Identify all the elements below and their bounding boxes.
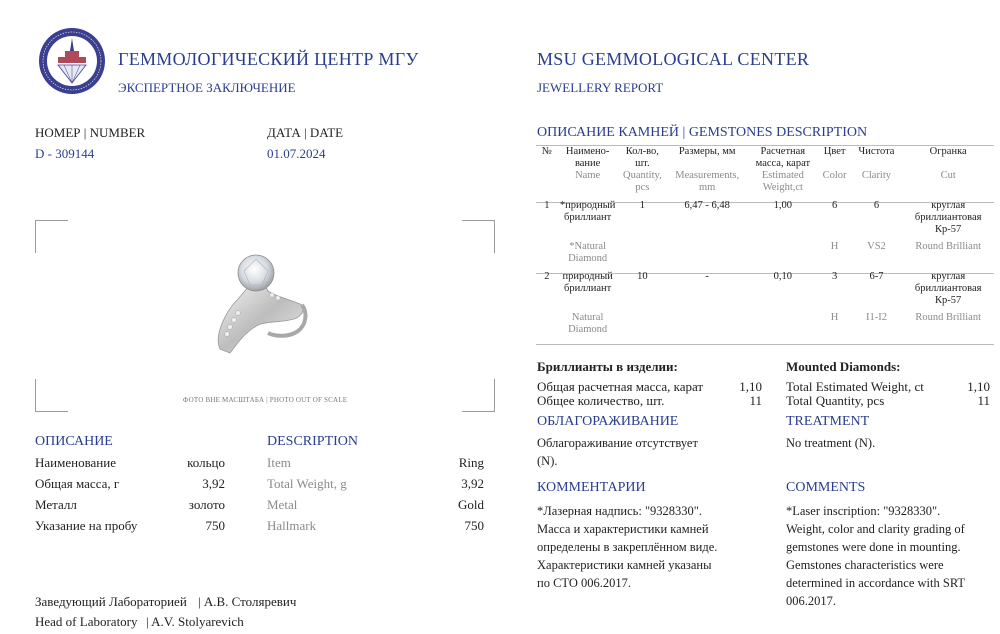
col-header: №: [541, 146, 552, 157]
comments-en-heading: COMMENTS: [786, 480, 866, 495]
gemstones-heading: ОПИСАНИЕ КАМНЕЙ | GEMSTONES DESCRIPTION: [537, 125, 868, 140]
table-cell: 0,10: [773, 271, 793, 282]
treatment-ru-text: Облагораживание отсутствует: [537, 436, 698, 450]
table-cell: *Natural Diamond: [568, 241, 608, 264]
table-cell: H: [830, 241, 839, 252]
table-cell: 1: [639, 200, 645, 211]
table-cell: [667, 307, 747, 338]
desc-ru-label: Указание на пробу: [35, 518, 138, 533]
table-header-ru: [536, 146, 994, 170]
desc-ru-value: кольцо: [187, 455, 225, 470]
signature-role-ru: Заведующий Лабораторией: [35, 594, 187, 609]
table-cell: H: [830, 312, 839, 323]
msu-logo: [38, 27, 106, 95]
table-cell: [747, 236, 819, 267]
table-row: [536, 196, 994, 236]
table-cell: круглая бриллиантовая Кр-57: [914, 200, 982, 235]
table-cell: [747, 307, 819, 338]
mounted-en-label: Total Quantity, pcs: [786, 393, 885, 408]
desc-en-label: Hallmark: [267, 518, 317, 533]
number-value: D - 309144: [35, 146, 95, 161]
table-cell: 6: [831, 200, 838, 211]
treatment-ru-text: (N).: [537, 454, 558, 468]
table-cell: 6: [873, 200, 880, 211]
description-ru-heading: ОПИСАНИЕ: [35, 434, 113, 449]
desc-en-value: Ring: [458, 455, 484, 470]
table-cell: природный бриллиант: [562, 271, 613, 294]
signature-name-en: | A.V. Stolyarevich: [146, 614, 244, 629]
number-label: НОМЕР | NUMBER: [35, 125, 146, 140]
col-header: Размеры, мм: [678, 146, 736, 157]
desc-ru-label: Общая масса, г: [35, 476, 120, 491]
comments-en-line: Gemstones characteristics were: [786, 558, 944, 572]
desc-ru-value: золото: [188, 497, 225, 512]
desc-ru-label: Металл: [35, 497, 77, 512]
col-header: Clarity: [861, 170, 892, 181]
col-header: [536, 170, 558, 196]
signature-name-ru: | А.В. Столяревич: [198, 594, 297, 609]
col-header: Name: [575, 170, 601, 181]
table-header-en: [536, 170, 994, 196]
comments-en-line: Weight, color and clarity grading of: [786, 522, 965, 536]
desc-en-value: Gold: [458, 497, 484, 512]
mounted-en-heading: Mounted Diamonds:: [786, 359, 901, 374]
table-cell: -: [705, 271, 709, 282]
mounted-en-value: 1,10: [967, 379, 990, 394]
comments-ru-heading: КОММЕНТАРИИ: [537, 480, 646, 495]
signature-role-en: Head of Laboratory: [35, 614, 138, 629]
table-cell: 1: [544, 200, 550, 211]
mounted-ru-heading: Бриллианты в изделии:: [537, 359, 678, 374]
table-cell: 1,00: [773, 200, 793, 211]
table-row: [536, 267, 994, 307]
table-cell: Natural Diamond: [568, 312, 608, 335]
table-cell: 10: [637, 271, 648, 282]
date-value: 01.07.2024: [267, 146, 326, 161]
treatment-en-text: No treatment (N).: [786, 436, 876, 450]
table-row: [536, 307, 994, 338]
comments-ru-line: *Лазерная надпись: "9328330".: [537, 504, 703, 518]
mounted-en-label: Total Estimated Weight, ct: [786, 379, 924, 394]
col-header: Color: [822, 170, 847, 181]
report-type-en: JEWELLERY REPORT: [537, 80, 664, 95]
col-header: Cut: [940, 170, 956, 181]
mounted-en-value: 11: [977, 393, 990, 408]
col-header: Наимено-вание: [565, 146, 610, 169]
desc-en-label: Metal: [267, 497, 298, 512]
col-header: Чистота: [858, 146, 895, 157]
desc-en-label: Total Weight, g: [267, 476, 347, 491]
mounted-ru-value: 1,10: [739, 379, 762, 394]
org-title-en: MSU GEMMOLOGICAL CENTER: [537, 49, 810, 69]
comments-en-line: *Laser inscription: "9328330".: [786, 504, 941, 518]
desc-en-value: 750: [464, 518, 484, 533]
col-header: Measurements, mm: [675, 170, 740, 193]
mounted-ru-value: 11: [749, 393, 762, 408]
table-cell: [536, 236, 558, 267]
table-cell: 2: [544, 271, 550, 282]
comments-ru-line: определены в закреплённом виде.: [537, 540, 718, 554]
table-cell: [536, 307, 558, 338]
org-title-ru: ГЕММОЛОГИЧЕСКИЙ ЦЕНТР МГУ: [118, 49, 419, 69]
table-cell: *природный бриллиант: [559, 200, 616, 223]
table-cell: VS2: [867, 241, 886, 252]
comments-en-line: gemstones were done in mounting.: [786, 540, 961, 554]
table-cell: [617, 307, 667, 338]
table-cell: 6-7: [869, 271, 884, 282]
mounted-ru-label: Общая расчетная масса, карат: [537, 379, 704, 394]
table-cell: Round Brilliant: [915, 241, 981, 252]
comments-ru-line: Масса и характеристики камней: [537, 522, 709, 536]
table-cell: I1-I2: [865, 312, 887, 323]
desc-en-value: 3,92: [461, 476, 484, 491]
col-header: Кол-во, шт.: [625, 146, 659, 169]
comments-en-line: 006.2017.: [786, 594, 836, 608]
table-cell: 3: [831, 271, 838, 282]
desc-en-label: Item: [267, 455, 291, 470]
desc-ru-label: Наименование: [35, 455, 116, 470]
table-cell: Round Brilliant: [915, 312, 981, 323]
desc-ru-value: 3,92: [202, 476, 225, 491]
desc-ru-value: 750: [205, 518, 225, 533]
date-label: ДАТА | DATE: [267, 125, 344, 140]
col-header: Quantity, pcs: [623, 170, 662, 193]
table-cell: 6,47 - 6,48: [684, 200, 730, 211]
comments-ru-line: по СТО 006.2017.: [537, 576, 632, 590]
table-row: [536, 236, 994, 267]
table-cell: [617, 236, 667, 267]
report-type-ru: ЭКСПЕРТНОЕ ЗАКЛЮЧЕНИЕ: [118, 80, 296, 95]
table-cell: круглая бриллиантовая Кр-57: [914, 271, 982, 306]
comments-en-line: determined in accordance with SRT: [786, 576, 966, 590]
comments-ru-line: Характеристики камней указаны: [537, 558, 712, 572]
col-header: Цвет: [823, 146, 846, 157]
table-cell: [667, 236, 747, 267]
ring-photo: [210, 241, 320, 359]
photo-scale-note: ФОТО ВНЕ МАСШТАБА | PHOTO OUT OF SCALE: [182, 396, 348, 404]
col-header: Огранка: [929, 146, 967, 157]
treatment-en-heading: TREATMENT: [786, 414, 870, 429]
description-en-heading: DESCRIPTION: [267, 434, 359, 449]
col-header: Расчетная масса, карат: [755, 146, 811, 169]
mounted-ru-label: Общее количество, шт.: [537, 393, 665, 408]
treatment-ru-heading: ОБЛАГОРАЖИВАНИЕ: [537, 414, 679, 429]
col-header: Estimated Weight,ct: [761, 170, 804, 193]
gemstones-table: [536, 146, 994, 338]
